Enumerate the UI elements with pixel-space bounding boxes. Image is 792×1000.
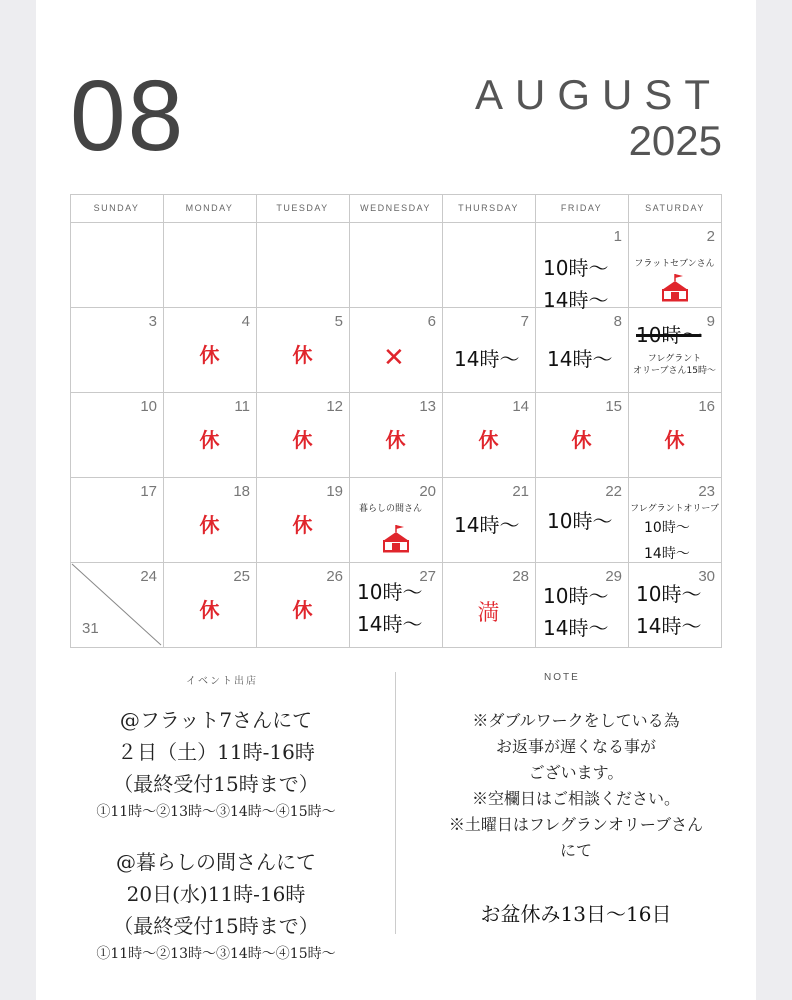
note-text (396, 708, 756, 864)
day-cell-7 (442, 307, 535, 392)
day-cell-8 (535, 307, 628, 392)
day-cell-18 (163, 477, 256, 562)
day-cell-3 (70, 307, 163, 392)
day-number: 25 (233, 568, 250, 585)
events-title: イベント出店 (186, 676, 258, 687)
weekday-thursday: THURSDAY (458, 203, 519, 213)
rest-mark: 休 (292, 513, 313, 537)
month-number: 08 (70, 60, 186, 172)
day-cell-13 (349, 392, 442, 477)
day-number: 18 (233, 483, 250, 500)
weekday-wednesday: WEDNESDAY (360, 203, 431, 213)
day-number: 29 (605, 568, 622, 585)
day-cell-29 (535, 562, 628, 647)
event-note: フレグラントオリーブ (630, 504, 719, 514)
event-venue: @フラット7さんにて (119, 708, 313, 732)
full-mark: 満 (477, 601, 500, 626)
day-cell-19 (256, 477, 349, 562)
day-number: 1 (613, 228, 622, 245)
grid-line (721, 194, 722, 648)
rest-mark: 休 (571, 428, 592, 452)
time-slot: 14時〜 (357, 612, 423, 636)
day-number: 16 (698, 398, 715, 415)
day-cell-12 (256, 392, 349, 477)
rest-mark: 休 (478, 428, 499, 452)
note-line: ※ダブルワークをしている為 (472, 711, 680, 730)
time-slot: 10時〜 (357, 580, 423, 604)
day-cell-5 (256, 307, 349, 392)
event-note: 暮らしの間さん (359, 504, 423, 514)
day-number: 19 (326, 483, 343, 500)
time-slot: 10時〜 (543, 584, 609, 608)
time-slots (636, 578, 701, 642)
event-date: 20日(水)11時-16時 (126, 882, 306, 906)
rest-mark: 休 (292, 598, 313, 622)
event-slots: ①11時〜②13時〜③14時〜④15時〜 (96, 946, 336, 962)
calendar-page (36, 0, 756, 1000)
struck-time-slot: 10時〜 (636, 323, 702, 347)
day-number: 10 (140, 398, 157, 415)
event-last-entry: （最終受付15時まで） (113, 914, 319, 938)
tent-icon (381, 523, 411, 553)
day-number: 12 (326, 398, 343, 415)
day-cell-2 (628, 222, 721, 307)
day-number: 11 (234, 398, 250, 415)
grid-line (70, 647, 722, 648)
day-number: 5 (334, 313, 343, 330)
day-number: 24 (140, 568, 157, 585)
day-number: 14 (512, 398, 529, 415)
event-flat7 (36, 704, 396, 824)
day-cell-17 (70, 477, 163, 562)
day-cell-28 (442, 562, 535, 647)
time-slots (357, 576, 422, 640)
day-cell-16 (628, 392, 721, 477)
day-cell-14 (442, 392, 535, 477)
day-number: 20 (419, 483, 436, 500)
time-slot: 10時〜 (543, 256, 609, 280)
day-number: 7 (520, 313, 529, 330)
note-line: ※空欄日はご相談ください。 (471, 789, 680, 808)
day-number: 8 (613, 313, 622, 330)
day-cell-15 (535, 392, 628, 477)
day-number-31: 31 (82, 620, 99, 637)
weekday-saturday: SATURDAY (645, 203, 705, 213)
day-number: 22 (605, 483, 622, 500)
calendar-grid (70, 194, 722, 648)
rest-mark: 休 (199, 428, 220, 452)
day-number: 9 (706, 313, 715, 330)
weekday-tuesday: TUESDAY (276, 203, 329, 213)
time-slot: 14時〜 (547, 347, 613, 371)
day-number: 27 (419, 568, 436, 585)
day-cell-30 (628, 562, 721, 647)
event-note: フレグラント (647, 354, 702, 364)
day-number: 3 (148, 313, 157, 330)
day-number: 26 (326, 568, 343, 585)
rest-mark: 休 (199, 513, 220, 537)
time-slot: 10時〜 (547, 509, 613, 533)
month-name: AUGUST (474, 71, 722, 118)
rest-mark: 休 (292, 343, 313, 367)
day-number: 28 (512, 568, 529, 585)
day-cell-27 (349, 562, 442, 647)
tent-icon (660, 272, 690, 302)
day-number: 2 (706, 228, 715, 245)
rest-mark: 休 (385, 428, 406, 452)
weekday-monday: MONDAY (185, 203, 234, 213)
day-number: 21 (512, 483, 529, 500)
rest-mark: 休 (292, 428, 313, 452)
time-slot: 14時〜 (454, 347, 520, 371)
day-cell-25 (163, 562, 256, 647)
day-number: 17 (140, 483, 157, 500)
day-cell-21 (442, 477, 535, 562)
time-slot: 10時〜 (644, 520, 690, 536)
day-cell-24-31 (70, 562, 163, 647)
day-number: 6 (427, 313, 436, 330)
rest-mark: 休 (199, 343, 220, 367)
event-note: オリーブさん15時〜 (632, 366, 716, 376)
day-number: 13 (419, 398, 436, 415)
time-slot: 14時〜 (543, 288, 609, 312)
day-number: 15 (605, 398, 622, 415)
grid-line (70, 194, 722, 195)
time-slots (543, 580, 608, 644)
weekday-sunday: SUNDAY (93, 203, 140, 213)
event-venue: @暮らしの間さんにて (116, 850, 316, 874)
time-slot: 14時〜 (644, 546, 690, 562)
time-slots (644, 515, 690, 567)
time-slot: 14時〜 (636, 614, 702, 638)
obon-holiday: お盆休み13日〜16日 (480, 902, 672, 926)
day-number: 23 (698, 483, 715, 500)
note-line: にて (559, 841, 592, 860)
event-slots: ①11時〜②13時〜③14時〜④15時〜 (96, 804, 336, 820)
day-cell-10 (70, 392, 163, 477)
day-cell-23 (628, 477, 721, 562)
day-cell-6 (349, 307, 442, 392)
event-last-entry: （最終受付15時まで） (113, 772, 319, 796)
day-cell-9 (628, 307, 721, 392)
weekday-friday: FRIDAY (560, 203, 603, 213)
event-kurashi (36, 846, 396, 966)
event-note: フラットセブンさん (634, 259, 715, 269)
year: 2025 (628, 117, 722, 164)
day-cell-1 (535, 222, 628, 312)
event-date: ２日（土）11時-16時 (117, 740, 315, 764)
rest-mark: 休 (199, 598, 220, 622)
day-cell-4 (163, 307, 256, 392)
time-slot: 14時〜 (454, 513, 520, 537)
note-title: NOTE (544, 672, 580, 683)
weekday-header (70, 194, 722, 222)
time-slot: 14時〜 (543, 616, 609, 640)
day-number: 4 (241, 313, 250, 330)
day-cell-26 (256, 562, 349, 647)
note-line: お返事が遅くなる事が (495, 737, 656, 756)
closed-x-icon: ✕ (383, 343, 405, 373)
day-cell-20 (349, 477, 442, 562)
day-cell-11 (163, 392, 256, 477)
day-number: 30 (698, 568, 715, 585)
day-cell-22 (535, 477, 628, 562)
rest-mark: 休 (664, 428, 685, 452)
time-slot: 10時〜 (636, 582, 702, 606)
note-line: ※土曜日はフレグランオリーブさん (448, 815, 704, 834)
note-line: ございます。 (528, 763, 624, 782)
